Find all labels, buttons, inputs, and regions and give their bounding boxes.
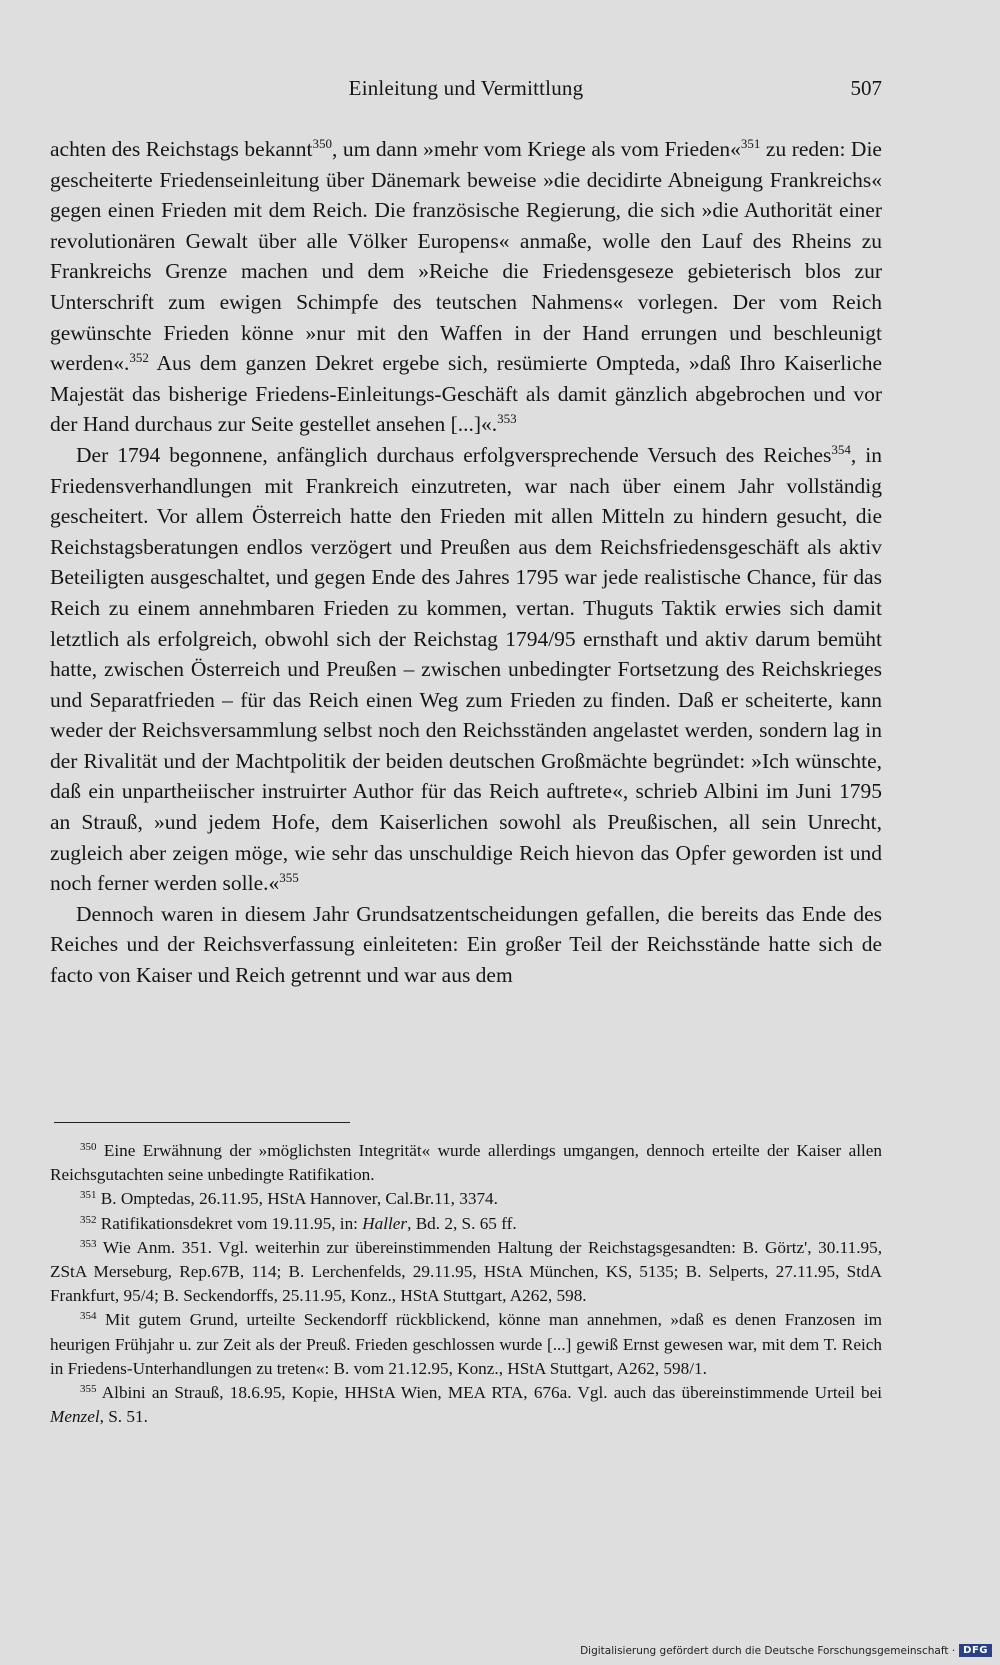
page-number: 507 bbox=[850, 76, 882, 100]
footnote-355 bbox=[50, 1381, 882, 1429]
text-run: Mit gutem Grund, urteilte Seckendorff rückblickend, könne man annehmen, »daß es denen Franzosen im heurigen Frühjahr u. zur Zeit als der Preuß. Frieden geschlossen wurde [...] gewiß Ernst gewesen war, mit dem T. Reich in Friedens-Unterhandlungen zu treten«: B. vom 21.12.95, Konz., HStA Stuttgart, A262, 598/1. bbox=[50, 1310, 882, 1378]
footnote-marker-350: 350 bbox=[80, 1141, 97, 1153]
footnote-marker-353: 353 bbox=[497, 411, 517, 427]
text-run: Wie Anm. 351. Vgl. weiterhin zur übereinstimmenden Haltung der Reichstagsgesandten: B. Görtz', 30.11.95, ZStA Merseburg, Rep.67B, 114; B. Lerchenfelds, 29.11.95, HStA München, KS, 5135; B. Selperts, 27.11.95, StdA Frankfurt, 95/4; B. Seckendorffs, 25.11.95, Konz., HStA Stuttgart, A262, 598. bbox=[50, 1237, 882, 1306]
footnote-marker-352: 352 bbox=[129, 350, 149, 366]
footnote-352 bbox=[50, 1212, 882, 1236]
text-run: Ratifikationsdekret vom 19.11.95, in: bbox=[96, 1213, 363, 1233]
footnote-marker-352: 352 bbox=[80, 1213, 97, 1226]
text-run: , S. 51. bbox=[99, 1407, 148, 1427]
text-run: Der 1794 begonnene, anfänglich durchaus erfolgversprechende Versuch des Reiches bbox=[76, 442, 832, 467]
text-run: Eine Erwähnung der »möglichsten Integrität« wurde allerdings umgangen, dennoch erteilte der Kaiser allen Reichsgutachten seine unbedingte Ratifikation. bbox=[50, 1141, 882, 1185]
italic-name: Haller bbox=[362, 1213, 408, 1233]
digitization-footer bbox=[580, 1644, 992, 1657]
page-header bbox=[50, 76, 882, 108]
text-run: , um dann »mehr vom Kriege als vom Frieden« bbox=[332, 137, 741, 161]
footnote-marker-350: 350 bbox=[312, 136, 332, 151]
footnote-marker-351: 351 bbox=[80, 1189, 97, 1202]
text-run: achten des Reichstags bekannt bbox=[50, 137, 313, 161]
paragraph-3 bbox=[50, 899, 882, 991]
footnote-350 bbox=[50, 1139, 882, 1187]
footnote-marker-351: 351 bbox=[740, 136, 761, 151]
text-run: , Bd. 2, S. 65 ff. bbox=[407, 1213, 517, 1233]
body-text bbox=[50, 134, 882, 991]
footnote-marker-355: 355 bbox=[80, 1383, 97, 1396]
footnote-marker-353: 353 bbox=[80, 1237, 97, 1250]
text-run: Aus dem ganzen Dekret ergebe sich, resümierte Ompteda, »daß Ihro Kaiserliche Majestät das bisherige Friedens-Einleitungs-Geschäft als damit gänzlich abgebrochen und vor der Hand durchaus zur Seite gestellet ansehen [...]«. bbox=[50, 351, 882, 437]
footnote-marker-354: 354 bbox=[80, 1310, 97, 1323]
text-run: , in Friedensverhandlungen mit Frankreich einzutreten, war nach über einem Jahr vollständig gescheitert. Vor allem Österreich hatte den Frieden mit allen Mitteln zu hindern gesucht, die Reichstagsberatungen endlos verzögert und Preußen aus dem Reichsfriedensgeschäft als aktiv Beteiligten ausgeschaltet, und gegen Ende des Jahres 1795 war jede realistische Chance, für das Reich zu einem annehmbaren Frieden zu kommen, vertan. Thuguts Taktik erwies sich damit letztlich als erfolgreich, obwohl sich der Reichstag 1794/95 ernsthaft und aktiv darum bemüht hatte, zwischen Österreich und Preußen – zwischen unbedingter Fortsetzung des Reichskrieges und Separatfrieden – für das Reich einen Weg zum Frieden zu finden. Daß er scheiterte, kann weder der Reichsversammlung selbst noch den Reichsständen angelastet werden, sondern lag in der Rivalität und der Machtpolitik der beiden deutschen Großmächte begründet: »Ich wünschte, daß ein unpartheiischer instruirter Author für das Reich auftrete«, schrieb Albini im Juni 1795 an Strauß, »und jedem Hofe, dem Kaiserlichen sowohl als Preußischen, all sein Unrecht, zugleich aber zeigen möge, wie sehr das unschuldige Reich hievon das Opfer geworden ist und noch ferner werden solle.« bbox=[50, 442, 882, 896]
text-run: zu reden: Die gescheiterte Friedenseinleitung über Dänemark beweise »die decidirte Abneigung Frankreichs« gegen einen Frieden mit dem Reich. Die französische Regierung, die sich »die Authorität einer revolutionären Gewalt über alle Völker Europens« anmaße, wolle den Lauf des Rheins zu Frankreichs Grenze machen und dem »Reiche die Friedensgeseze gebieterisch blos zur Unterschrift zum ewigen Schimpfe des teutschen Nahmens« vorlegen. Der vom Reich gewünschte Frieden könne »nur mit den Waffen in der Hand errungen und beschleunigt werden«. bbox=[50, 137, 882, 376]
footnote-separator bbox=[54, 1122, 350, 1123]
paragraph-1 bbox=[50, 134, 882, 440]
text-run: B. Omptedas, 26.11.95, HStA Hannover, Cal.Br.11, 3374. bbox=[96, 1189, 498, 1209]
footnote-353 bbox=[50, 1236, 882, 1309]
footer-text: Digitalisierung gefördert durch die Deutsche Forschungsgemeinschaft · bbox=[580, 1644, 956, 1657]
text-run: Dennoch waren in diesem Jahr Grundsatzentscheidungen gefallen, die bereits das Ende des Reiches und der Reichsverfassung einleiteten: Ein großer Teil der Reichsstände hatte sich de facto von Kaiser und Reich getrennt und war aus dem bbox=[50, 901, 882, 988]
footnotes bbox=[50, 1139, 882, 1429]
footnote-marker-354: 354 bbox=[831, 441, 851, 457]
text-run: Albini an Strauß, 18.6.95, Kopie, HHStA Wien, MEA RTA, 676a. Vgl. auch das übereinstimmende Urteil bei bbox=[96, 1383, 882, 1403]
italic-name: Menzel bbox=[50, 1407, 100, 1427]
footnote-354 bbox=[50, 1308, 882, 1381]
dfg-logo: DFG bbox=[959, 1644, 992, 1657]
running-title: Einleitung und Vermittlung bbox=[348, 76, 584, 100]
paragraph-2 bbox=[50, 440, 882, 899]
footnote-351 bbox=[50, 1187, 882, 1211]
footnote-marker-355: 355 bbox=[279, 870, 299, 886]
